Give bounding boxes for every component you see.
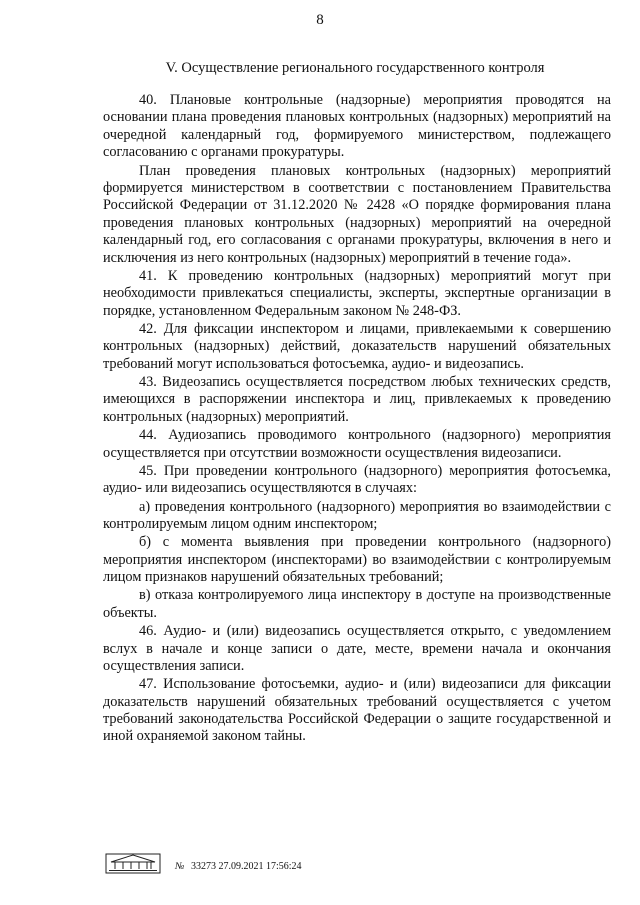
paragraph-44: 44. Аудиозапись проводимого контрольного (надзорного) мероприятия осуществляется при отсутствии возможности осуществления видеозаписи. bbox=[103, 427, 611, 461]
paragraph-46: 46. Аудио- и (или) видеозапись осуществляется открыто, с уведомлением вслух в начале и конце записи о дате, месте, времени начала и окончания осуществления записи. bbox=[103, 623, 611, 674]
paragraph-40-plan: План проведения плановых контрольных (надзорных) мероприятий формируется министерством в соответствии с постановлением Правительства Российской Федерации от 31.12.2020 № 2428 «О порядке формирования плана проведения плановых контрольных (надзорных) мероприятий на очередной календарный год, его согласования с органами прокуратуры, включения в него и исключения из него контрольных (надзорных) мероприятий в течение года». bbox=[103, 162, 611, 266]
building-stamp-icon bbox=[105, 850, 161, 874]
registration-footer bbox=[105, 850, 302, 874]
paragraph-43: 43. Видеозапись осуществляется посредством любых технических средств, имеющихся в распоряжении инспектора и лиц, привлекаемых к проведению контрольных (надзорных) мероприятий. bbox=[103, 374, 611, 425]
page-number: 8 bbox=[316, 12, 324, 28]
registration-stamp bbox=[175, 861, 302, 872]
paragraph-45-a: а) проведения контрольного (надзорного) мероприятия во взаимодействии с контролируемым лицом одним инспектором; bbox=[103, 498, 611, 532]
registration-datetime: 27.09.2021 17:56:24 bbox=[218, 861, 302, 872]
document-body bbox=[103, 92, 611, 747]
paragraph-40: 40. Плановые контрольные (надзорные) мероприятия проводятся на основании плана проведения плановых контрольных (надзорных) мероприятий на очередной календарный год, формируемого министерством, подлежащего согласованию с органами прокуратуры. bbox=[103, 92, 611, 161]
paragraph-45-v: в) отказа контролируемого лица инспектору в доступе на производственные объекты. bbox=[103, 587, 611, 621]
registration-number: 33273 bbox=[190, 861, 216, 872]
paragraph-41: 41. К проведению контрольных (надзорных) мероприятий могут при необходимости привлекаться специалисты, эксперты, экспертные организации в порядке, установленном Федеральным законом № 248-ФЗ. bbox=[103, 267, 611, 319]
paragraph-45: 45. При проведении контрольного (надзорного) мероприятия фотосъемка, аудио- или видеозапись осуществляются в случаях: bbox=[103, 462, 611, 497]
paragraph-42: 42. Для фиксации инспектором и лицами, привлекаемыми к совершению контрольных (надзорных) действий, доказательств нарушений обязательных требований могут использоваться фотосъемка, аудио- и видеозапись. bbox=[103, 320, 611, 372]
number-sign-icon: № bbox=[175, 861, 185, 872]
section-title: V. Осуществление регионального государственного контроля bbox=[165, 60, 545, 76]
paragraph-45-b: б) с момента выявления при проведении контрольного (надзорного) мероприятия инспектором (инспекторами) во взаимодействии с контролируемым лицом признаков нарушений обязательных требований; bbox=[103, 534, 611, 586]
paragraph-47: 47. Использование фотосъемки, аудио- и (или) видеозаписи для фиксации доказательств нарушений обязательных требований осуществляется с учетом требований законодательства Российской Федерации о защите государственной и иной охраняемой законом тайны. bbox=[103, 676, 611, 745]
